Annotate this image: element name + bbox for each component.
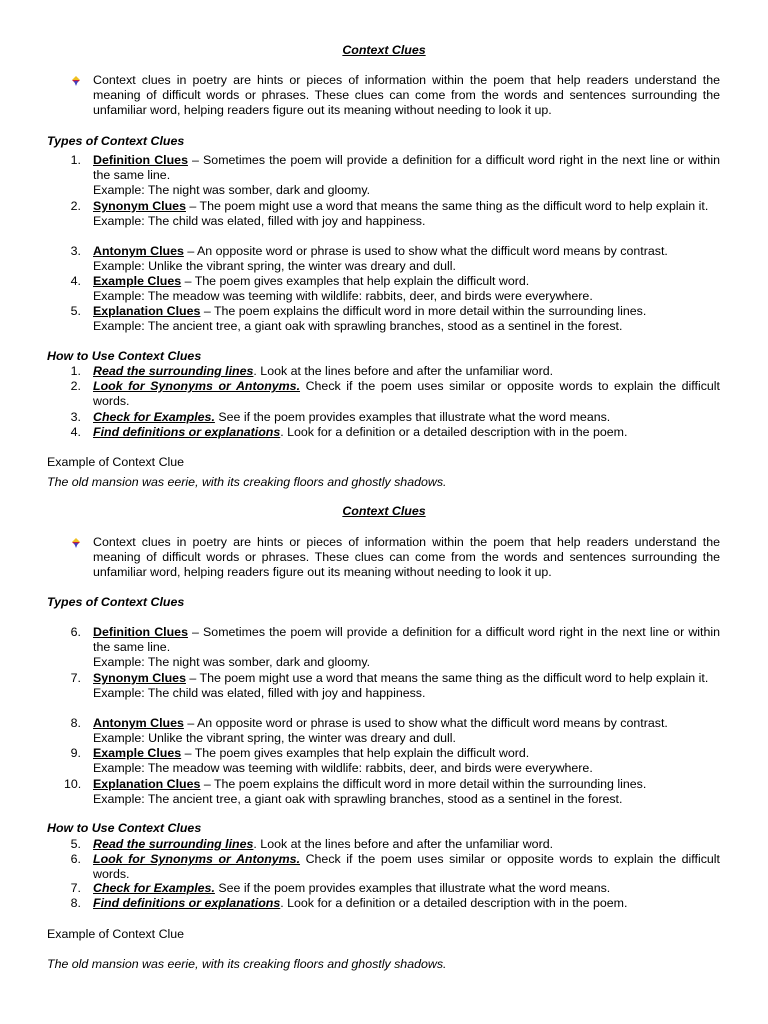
arrow-bullet-icon — [70, 537, 82, 549]
clue-description: – Sometimes the poem will provide a definition for a difficult word right in the next line or within the same line. — [93, 625, 721, 654]
item-number: 1. — [70, 153, 81, 167]
item-number: 1. — [70, 364, 81, 378]
howto-description: . Look for a definition or a detailed description with in the poem. — [280, 896, 628, 910]
howto-term: Read the surrounding lines — [93, 364, 254, 378]
howto-term: Read the surrounding lines — [93, 837, 254, 851]
clue-example: Example: The ancient tree, a giant oak with sprawling branches, stood as a sentinel in the forest. — [93, 792, 623, 806]
howto-description: . Look at the lines before and after the unfamiliar word. — [253, 364, 554, 378]
item-number: 3. — [70, 410, 81, 424]
howto-heading: How to Use Context Clues — [47, 349, 202, 363]
clue-description: – An opposite word or phrase is used to show what the difficult word means by contrast. — [183, 244, 668, 258]
howto-heading: How to Use Context Clues — [47, 821, 202, 835]
clue-description: – The poem gives examples that help explain the difficult word. — [181, 746, 530, 760]
howto-description: See if the poem provides examples that illustrate what the word means. — [214, 410, 611, 424]
howto-term: Check for Examples. — [93, 410, 215, 424]
item-number: 3. — [70, 244, 81, 258]
howto-description: . Look for a definition or a detailed description with in the poem. — [280, 425, 628, 439]
howto-term: Find definitions or explanations — [93, 425, 281, 439]
item-number: 8. — [70, 716, 81, 730]
clue-description: – An opposite word or phrase is used to show what the difficult word means by contrast. — [183, 716, 668, 730]
clue-description: – The poem explains the difficult word in more detail within the surrounding lines. — [200, 777, 647, 791]
clue-example: Example: The meadow was teeming with wildlife: rabbits, deer, and birds were everywhere. — [93, 761, 593, 775]
types-heading: Types of Context Clues — [47, 595, 185, 609]
clue-description: – The poem might use a word that means the same thing as the difficult word to help explain it. — [185, 671, 709, 685]
item-number: 2. — [70, 379, 81, 393]
item-number: 10. — [64, 777, 82, 791]
clue-description: – The poem gives examples that help explain the difficult word. — [181, 274, 530, 288]
item-number: 8. — [70, 896, 81, 910]
clue-term: Explanation Clues — [93, 777, 201, 791]
document-title: Context Clues — [342, 504, 426, 518]
example-label: Example of Context Clue — [47, 455, 185, 469]
item-number: 9. — [70, 746, 81, 760]
howto-description: Check if the poem uses similar or opposite words to explain the difficult words. — [93, 852, 720, 881]
clue-example: Example: The child was elated, filled with joy and happiness. — [93, 214, 426, 228]
intro-paragraph: Context clues in poetry are hints or pieces of information within the poem that help readers understand the meaning of difficult words or phrases. These clues can come from the words and sentences surrounding the unfamiliar word, helping readers figure out its meaning without needing to look it up. — [93, 535, 720, 579]
item-number: 2. — [70, 199, 81, 213]
clue-example: Example: The ancient tree, a giant oak with sprawling branches, stood as a sentinel in the forest. — [93, 319, 623, 333]
clue-term: Example Clues — [93, 274, 182, 288]
clue-term: Example Clues — [93, 746, 182, 760]
clue-description: – The poem explains the difficult word in more detail within the surrounding lines. — [200, 304, 647, 318]
item-number: 6. — [70, 852, 81, 866]
clue-example: Example: The night was somber, dark and gloomy. — [93, 655, 371, 669]
clue-term: Synonym Clues — [93, 671, 186, 685]
clue-example: Example: The meadow was teeming with wildlife: rabbits, deer, and birds were everywhere. — [93, 289, 593, 303]
document-title: Context Clues — [342, 43, 426, 57]
clue-example: Example: The night was somber, dark and gloomy. — [93, 183, 371, 197]
clue-term: Antonym Clues — [93, 244, 184, 258]
howto-term: Find definitions or explanations — [93, 896, 281, 910]
intro-paragraph: Context clues in poetry are hints or pieces of information within the poem that help readers understand the meaning of difficult words or phrases. These clues can come from the words and sentences surrounding the unfamiliar word, helping readers figure out its meaning without needing to look it up. — [93, 73, 720, 117]
example-sentence: The old mansion was eerie, with its creaking floors and ghostly shadows. — [47, 475, 447, 489]
item-number: 7. — [70, 881, 81, 895]
item-number: 7. — [70, 671, 81, 685]
item-number: 4. — [70, 425, 81, 439]
clue-term: Antonym Clues — [93, 716, 184, 730]
item-number: 4. — [70, 274, 81, 288]
item-number: 5. — [70, 837, 81, 851]
clue-example: Example: Unlike the vibrant spring, the winter was dreary and dull. — [93, 259, 456, 273]
clue-example: Example: The child was elated, filled with joy and happiness. — [93, 686, 426, 700]
types-heading: Types of Context Clues — [47, 134, 185, 148]
arrow-bullet-icon — [70, 75, 82, 87]
howto-term: Check for Examples. — [93, 881, 215, 895]
example-sentence: The old mansion was eerie, with its creaking floors and ghostly shadows. — [47, 957, 447, 971]
example-label: Example of Context Clue — [47, 927, 185, 941]
howto-description: Check if the poem uses similar or opposite words to explain the difficult words. — [93, 379, 720, 408]
item-number: 5. — [70, 304, 81, 318]
howto-description: . Look at the lines before and after the unfamiliar word. — [253, 837, 554, 851]
clue-example: Example: Unlike the vibrant spring, the winter was dreary and dull. — [93, 731, 456, 745]
howto-term: Look for Synonyms or Antonyms. — [93, 852, 301, 866]
clue-term: Explanation Clues — [93, 304, 201, 318]
item-number: 6. — [70, 625, 81, 639]
clue-term: Definition Clues — [93, 153, 188, 167]
howto-term: Look for Synonyms or Antonyms. — [93, 379, 301, 393]
clue-description: – The poem might use a word that means the same thing as the difficult word to help explain it. — [185, 199, 709, 213]
clue-description: – Sometimes the poem will provide a definition for a difficult word right in the next line or within the same line. — [93, 153, 721, 182]
clue-term: Definition Clues — [93, 625, 188, 639]
howto-description: See if the poem provides examples that illustrate what the word means. — [214, 881, 611, 895]
clue-term: Synonym Clues — [93, 199, 186, 213]
